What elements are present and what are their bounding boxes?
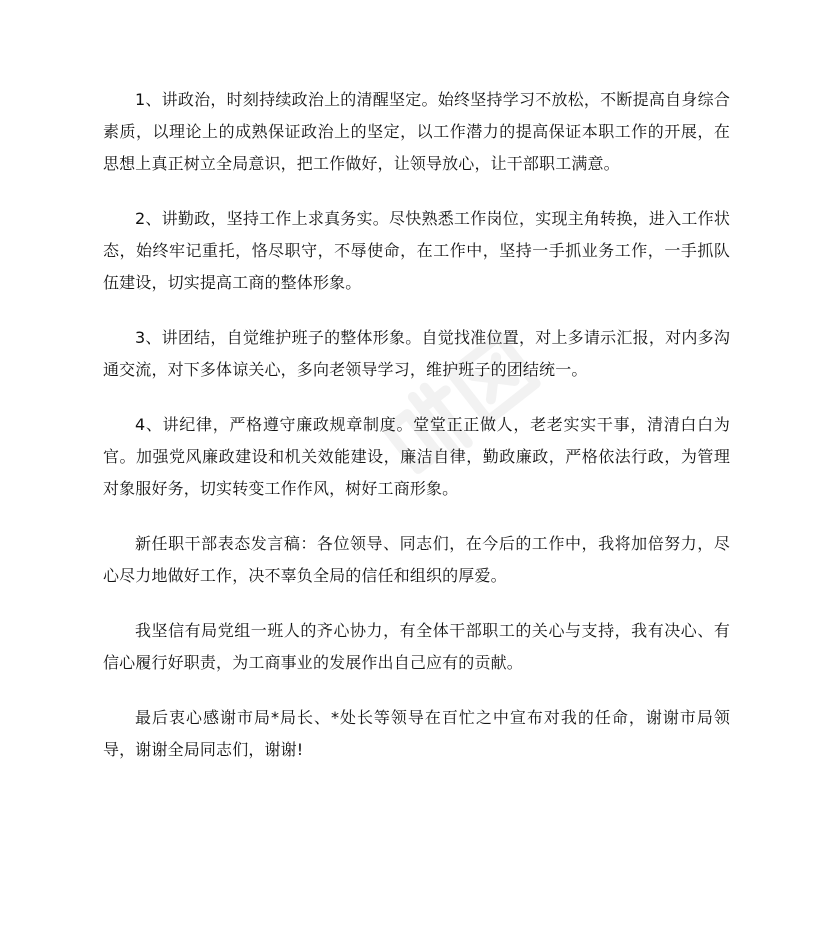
- paragraph-2: 2、讲勤政，坚持工作上求真务实。尽快熟悉工作岗位，实现主角转换，进入工作状态，始终牢记重托，恪尽职守，不辱使命，在工作中，坚持一手抓业务工作，一手抓队伍建设，切实提高工商的整体形象。: [103, 209, 730, 292]
- paragraph-4: 4、讲纪律，严格遵守廉政规章制度。堂堂正正做人，老老实实干事，清清白白为官。加强党风廉政建设和机关效能建设，廉洁自律，勤政廉政，严格依法行政，为管理对象服好务，切实转变工作作风，树好工商形象。: [103, 415, 730, 498]
- document-body: [103, 84, 730, 789]
- paragraph-5: 新任职干部表态发言稿：各位领导、同志们，在今后的工作中，我将加倍努力，尽心尽力地做好工作，决不辜负全局的信任和组织的厚爱。: [103, 534, 730, 585]
- paragraph-7: 最后衷心感谢市局*局长、*处长等领导在百忙之中宣布对我的任命，谢谢市局领导，谢谢全局同志们，谢谢!: [103, 708, 730, 759]
- paragraph-1: 1、讲政治，时刻持续政治上的清醒坚定。始终坚持学习不放松，不断提高自身综合素质，以理论上的成熟保证政治上的坚定，以工作潜力的提高保证本职工作的开展，在思想上真正树立全局意识，把工作做好，让领导放心，让干部职工满意。: [103, 90, 730, 173]
- paragraph-3: 3、讲团结，自觉维护班子的整体形象。自觉找准位置，对上多请示汇报，对内多沟通交流，对下多体谅关心，多向老领导学习，维护班子的团结统一。: [103, 328, 730, 379]
- paragraph-6: 我坚信有局党组一班人的齐心协力，有全体干部职工的关心与支持，我有决心、有信心履行好职责，为工商事业的发展作出自己应有的贡献。: [103, 621, 730, 672]
